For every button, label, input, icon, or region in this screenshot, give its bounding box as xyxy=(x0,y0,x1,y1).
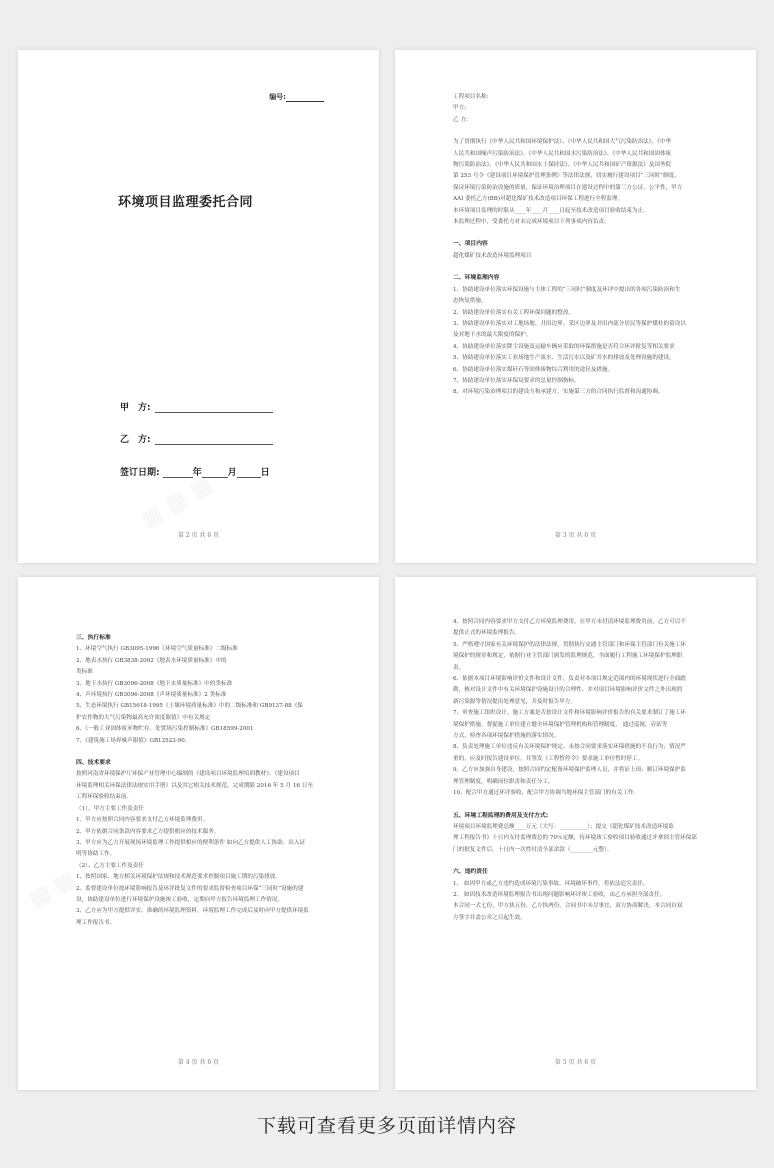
text-line: 6、依据本项目环境影响评价文件和设计文件，负责对本项目规定范围内的环境现状进行全面踏 xyxy=(453,676,686,683)
sign-date-line xyxy=(120,465,270,478)
year-blank xyxy=(163,468,193,478)
party-a-label: 甲 方: xyxy=(120,403,151,413)
year-label: 年 xyxy=(192,468,202,478)
text-line: 第 253 号令《建设项目环境保护管理条例》等法律法规，切实履行建设项目“三同时”制度， xyxy=(453,173,680,180)
text-line: 7、《建筑施工场界噪声限值》GB12523-90。 xyxy=(76,737,191,744)
section-heading: 五、环境工程监理的费用及支付方式: xyxy=(453,812,549,819)
text-line: 2、监督建设单位按环境影响报告及环评批复文件的要求监督检查项目环保“三同时”设施的建 xyxy=(76,885,304,892)
text-line: 及对地下水的最大限度的保护。 xyxy=(453,332,532,339)
text-line: 保证环境污染防治设施的质量，保证环境治理项目在建设过程中的第三方公证、公平性，甲方 xyxy=(453,184,683,191)
text-line: 新污染源等情况提出处理意见，并及时报告甲方。 xyxy=(453,698,577,705)
party-b-label: 乙 方: xyxy=(120,435,151,445)
text-line: 本合同一式七份，甲方执五份，乙方执两份，合同书中未尽事宜，双方协商解决。本合同自双 xyxy=(453,903,683,910)
text-line: 护农作物的大气污染物最高允许浓度限值》中有关规定 xyxy=(76,714,211,721)
page-3-text xyxy=(453,92,716,399)
page-4-text xyxy=(76,633,339,929)
text-line: 2、 如因技术改造环境监理报告书出现问题影响环评竣工验收，由乙方承担全部责任。 xyxy=(453,891,666,898)
text-line: 境保护措施，督促施工单位建立健全环境保护管理机构和管理制度， 通过巡视、旁站等 xyxy=(453,721,668,728)
text-line: 1、 如因甲方或乙方违约造成环境污染事故、环境破坏事件，将依法追究责任。 xyxy=(453,880,649,887)
text-line: 方式，检查各项环境保护措施的落实情况。 xyxy=(453,733,560,740)
text-line: 4、协助建设单位落实降尘设施及运输车辆应采取的环保措施是否符合环评批复等相关要求 xyxy=(453,343,675,350)
section-heading: 四、技术要求 xyxy=(76,760,111,767)
text-line: 2、甲方依据合同条款内容要求乙方提供相应的技术服务。 xyxy=(76,828,220,835)
text-line: 甲方: xyxy=(453,105,467,112)
text-line: 6、协助建设单位落实煤矸石等固体废物综合利用的途径及措施。 xyxy=(453,366,614,373)
spacer xyxy=(453,856,716,867)
text-line: 本监理过程中，受委托方对未完成环境项目下列事项内容负责: xyxy=(453,219,606,226)
text-line: 5、严格遵守国家有关环境保护的法律法规，贯彻执行交通主管部门和环保主管部门有关施工环 xyxy=(453,641,686,648)
text-line: 2、地表水执行 GB3838-2002《地表水环境质量标准》中的 xyxy=(76,657,227,664)
day-blank xyxy=(237,468,261,478)
spacer xyxy=(453,228,716,239)
text-line: 1、按照国家、地方相关环境保护法规和技术规范要求控制项目施工期的污染排放。 xyxy=(76,874,281,881)
section-heading: 三、执行标准 xyxy=(76,635,111,641)
cover-page xyxy=(18,50,379,563)
text-line: 提供正式的环境监理报告。 xyxy=(453,630,521,637)
section-heading: 六、违约责任 xyxy=(453,869,488,876)
text-line: 理管理制度，明确岗位职责和责任分工。 xyxy=(453,778,554,785)
contract-number-label: 编号: xyxy=(269,93,286,101)
text-line: 5、生态环境执行 GB15618-1995《土壤环境质量标准》中的二级标准和 GB9137-88《保 xyxy=(76,703,303,710)
text-line: 态恢复措施。 xyxy=(453,298,487,305)
contract-page-5 xyxy=(395,577,756,1090)
text-line: 工程环保验收结束前。 xyxy=(76,794,132,801)
text-line: 乙 方: xyxy=(453,116,468,123)
page-number: 第 3 页 共 6 页 xyxy=(554,532,597,539)
text-line: 环境监理相关环保法律法规实用手册》以及其它相关技术规范，完成期限 2016 年 5 月 16 日至 xyxy=(76,782,313,789)
text-line: 4、按照合同内容要求甲方支付乙方环境监理费用，在甲方未付清环境监理费用前，乙方可以不 xyxy=(453,619,686,625)
text-line: 物污染防治法》、《中华人民共和国水土保持法》、《中华人民共和国矿产资源法》及国务院 xyxy=(453,162,672,169)
text-line: 为了贯彻执行《中华人民共和国环境保护法》、《中华人民共和国大气污染防治法》、《中华 xyxy=(453,139,672,146)
spacer xyxy=(453,262,716,273)
text-line: 1、甲方应按照合同内容要求支付乙方环境监理费用。 xyxy=(76,817,209,824)
text-line: 明等协助工作。 xyxy=(76,851,116,858)
text-line: 境保护的规章和规定，依据行业主管部门颁发的监理规范，全面履行工程施工环境保护监理职 xyxy=(453,653,683,660)
page-number: 第 5 页 共 6 页 xyxy=(554,1059,597,1066)
page-5-text xyxy=(453,617,716,924)
text-line: 7、审查施工组织设计、施工方案是否按设计文件和环境影响评价报告的有关要求制订了施工环 xyxy=(453,710,686,717)
sign-date-label: 签订日期: xyxy=(120,468,160,478)
text-line: 责。 xyxy=(453,664,465,671)
text-line: （2）、乙方主要工作及责任 xyxy=(76,862,144,869)
text-line: 8、负责处理施工单位违反有关环境保护规定、未按合同要求落实环保措施的不良行为；情况严 xyxy=(453,744,686,751)
party-b-blank xyxy=(155,435,273,445)
text-line: 7、协助建设单位落实环保局要求的总量控制指标。 xyxy=(453,377,580,384)
text-line: 8、对环境污染治理项目的建设方和承建方，实施第三方的合同执行监督和沟通协调。 xyxy=(453,389,664,396)
text-line: 本环境项目监理的时限从____年____月____日起至技术改造项目验收结束为止。 xyxy=(453,207,649,214)
contract-number xyxy=(269,92,324,102)
contract-title: 环境项目监理委托合同 xyxy=(118,195,254,210)
text-line: 6、《一般工业固体废弃物贮存、处置场污染控制标准》GB18599-2001 xyxy=(76,726,254,733)
text-line: 2、协助建设单位落实有关工程环保问题的整改。 xyxy=(453,309,575,316)
text-line: 1、协助建设单位落实环保设施与主体工程的“三同时”制度及环评中提出的各项污染防治和生 xyxy=(453,286,681,293)
watermark xyxy=(25,866,80,912)
page-number: 第 4 页 共 6 页 xyxy=(177,1059,220,1066)
text-line: 理工程报告书》十日内支付监理费总的 70％定额，待环境竣工验收项目验收通过并拿到主管环保部 xyxy=(453,835,697,842)
text-line: 工程项目名称: xyxy=(453,94,489,100)
text-line: 设，协助建设单位进行环境保护设施竣工验收，定期向甲方报告环境监理工作情况。 xyxy=(76,896,283,903)
section-heading: 一、项目内容 xyxy=(453,241,488,248)
text-line: 门的批复文件后，十日内一次性付清全部余款（________元整）。 xyxy=(453,846,613,853)
month-label: 月 xyxy=(227,468,237,478)
text-line: 理工作报告书。 xyxy=(76,919,116,926)
text-line: 环境项目环境监理费总额____万元（大写：__________）；提交《超化煤矿技术改造环境监 xyxy=(453,823,674,830)
text-line: 3、甲方应为乙方开展现场环境监理工作提供相应的便利条件 如向乙方提供人工协助、出入证 xyxy=(76,839,306,846)
section-heading: 二、环境监理内容 xyxy=(453,275,500,282)
text-line: 10、配合甲方通过环评验收，配合甲方协调当地环保主管部门的有关工作。 xyxy=(453,790,640,797)
spacer xyxy=(76,747,339,758)
text-line: 4、声环境执行 GB3096-2008《声环境质量标准》2 类标准 xyxy=(76,692,227,699)
text-line: 3、乙方应为甲方提供详实、准确的环境监理资料，环境监理工作完成后及时向甲方提供环境监 xyxy=(76,908,309,915)
text-line: 超化煤矿技术改造环境监理项目 xyxy=(453,252,532,259)
download-caption: 下载可查看更多页面详情内容 xyxy=(256,1115,517,1137)
text-line: 人民共和国噪声污染防治法》、《中华人民共和国水污染防治法》、《中华人民共和国固体废 xyxy=(453,150,672,157)
text-line: 5、协助建设单位落实工业场地生产废水、生活污水以及矿井水的排放及处理设施的建设。 xyxy=(453,355,675,362)
contract-page-3 xyxy=(395,50,756,563)
party-a-line xyxy=(120,400,273,413)
text-line: 类标准 xyxy=(76,669,93,676)
party-b-line xyxy=(120,432,273,445)
spacer xyxy=(453,800,716,811)
contract-number-blank xyxy=(286,101,324,102)
month-blank xyxy=(202,468,228,478)
text-line: AAI 委托乙方(BB)对超化煤矿技术改造项目环保工程进行全程监理。 xyxy=(453,196,624,203)
spacer xyxy=(453,126,716,137)
text-line: 9、乙方应加强自身建设，按照合同约定配备环境保护监理人员，并将证上岗；制订环境保护监 xyxy=(453,767,686,774)
text-line: 3、协助建设单位落实对工地场地、井田边界、采区边界及井田内部分居民等保护煤柱的留设以 xyxy=(453,320,686,327)
contract-page-4 xyxy=(18,577,379,1090)
text-line: 1、环境空气执行 GB3095-1996《环境空气质量标准》二级标准 xyxy=(76,646,238,653)
text-line: 勘，核对设计文件中有关环境保护设施设计的合理性，并对项目环境影响评价文件之外出现的 xyxy=(453,687,683,694)
text-line: 3、地下水执行 GB3096-2008《地下水质量标准》中的类标准 xyxy=(76,680,233,687)
watermark xyxy=(137,472,217,532)
text-line: 按照河南省环境保护厅环保产业管理中心编制的《建设项目环境监理培训教材》、《建设项目 xyxy=(76,771,300,778)
page-number: 第 2 页 共 6 页 xyxy=(177,532,220,539)
text-line: 方签字并盖公章之日起生效。 xyxy=(453,914,526,921)
party-a-blank xyxy=(155,403,273,413)
day-label: 日 xyxy=(260,468,270,478)
text-line: （1）、甲方主要工作及责任 xyxy=(76,805,144,812)
text-line: 重的，应及时报告建设单位，并签发《工程暂停令》要求施工单位暂时停工。 xyxy=(453,755,644,762)
